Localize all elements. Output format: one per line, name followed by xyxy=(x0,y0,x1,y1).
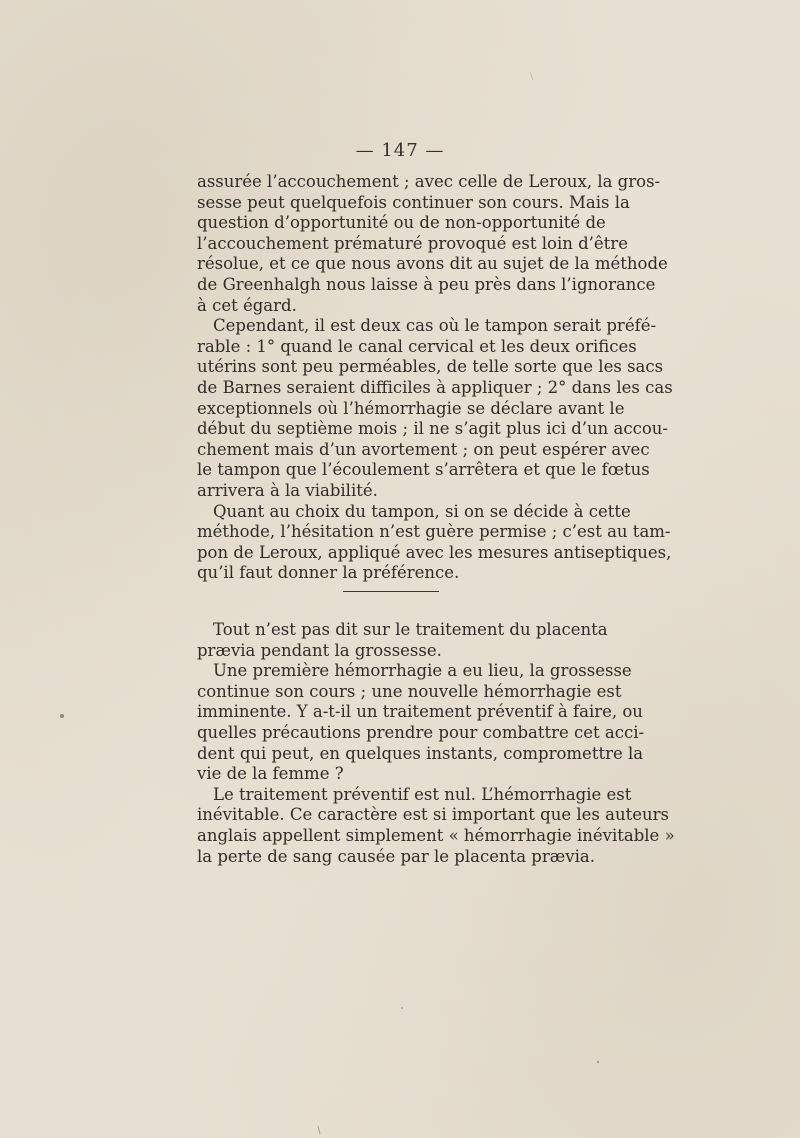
paragraph-line: Une première hémorrhagie a eu lieu, la grossesse xyxy=(213,661,632,681)
page-number: — 147 — xyxy=(355,140,445,161)
paragraph-line: le tampon que l’écoulement s’arrêtera et que le fœtus xyxy=(197,460,650,480)
paragraph-line: exceptionnels où l’hémorrhagie se déclare avant le xyxy=(197,398,625,418)
paragraph-line: résolue, et ce que nous avons dit au sujet de la méthode xyxy=(197,254,668,274)
paragraph-line: inévitable. Ce caractère est si important que les auteurs xyxy=(197,805,669,825)
paragraph-line: vie de la femme ? xyxy=(197,764,344,784)
paragraph-line: dent qui peut, en quelques instants, compromettre la xyxy=(197,743,644,763)
paragraph-line: Tout n’est pas dit sur le traitement du placenta xyxy=(213,620,608,639)
paragraph-line: de Greenhalgh nous laisse à peu près dans l’ignorance xyxy=(197,274,656,294)
paragraph-line: question d’opportunité ou de non-opportunité de xyxy=(197,213,606,233)
paragraph-line: Cependant, il est deux cas où le tampon serait préfé- xyxy=(213,316,657,336)
paragraph-line: arrivera à la viabilité. xyxy=(197,480,378,500)
paragraph-line: à cet égard. xyxy=(197,295,297,315)
paragraph-line: Quant au choix du tampon, si on se décide à cette xyxy=(213,501,631,521)
section-separator-rule xyxy=(343,591,439,592)
paragraph-line: rable : 1° quand le canal cervical et les deux orifices xyxy=(197,336,637,356)
paragraph-line: début du septième mois ; il ne s’agit plus ici d’un accou- xyxy=(197,419,668,439)
paragraph-line: qu’il faut donner la préférence. xyxy=(197,563,460,583)
paragraph-line: prævia pendant la grossesse. xyxy=(197,640,442,660)
paragraph-line: l’accouchement prématuré provoqué est loin d’être xyxy=(197,233,628,253)
paragraph-line: anglais appellent simplement « hémorrhagie inévitable » xyxy=(197,825,675,845)
paragraph-line: assurée l’accouchement ; avec celle de Leroux, la gros- xyxy=(197,172,661,191)
paragraph-line: continue son cours ; une nouvelle hémorrhagie est xyxy=(197,681,622,701)
paragraph-line: chement mais d’un avortement ; on peut espérer avec xyxy=(197,439,650,459)
text-section-1 xyxy=(197,172,673,584)
text-section-2 xyxy=(197,620,675,867)
paragraph-line: Le traitement préventif est nul. L’hémorrhagie est xyxy=(213,784,632,804)
paragraph-line: imminente. Y a-t-il un traitement préventif à faire, ou xyxy=(197,702,643,722)
paragraph-line: la perte de sang causée par le placenta prævia. xyxy=(197,846,595,866)
paragraph-line: méthode, l’hésitation n’est guère permise ; c’est au tam- xyxy=(197,522,671,542)
paragraph-line: pon de Leroux, appliqué avec les mesures antiseptiques, xyxy=(197,542,672,562)
paragraph-line: de Barnes seraient difficiles à appliquer ; 2° dans les cas xyxy=(197,377,673,397)
paragraph-line: utérins sont peu perméables, de telle sorte que les sacs xyxy=(197,357,664,377)
paragraph-line: sesse peut quelquefois continuer son cours. Mais la xyxy=(197,192,630,212)
paragraph-line: quelles précautions prendre pour combattre cet acci- xyxy=(197,722,645,742)
